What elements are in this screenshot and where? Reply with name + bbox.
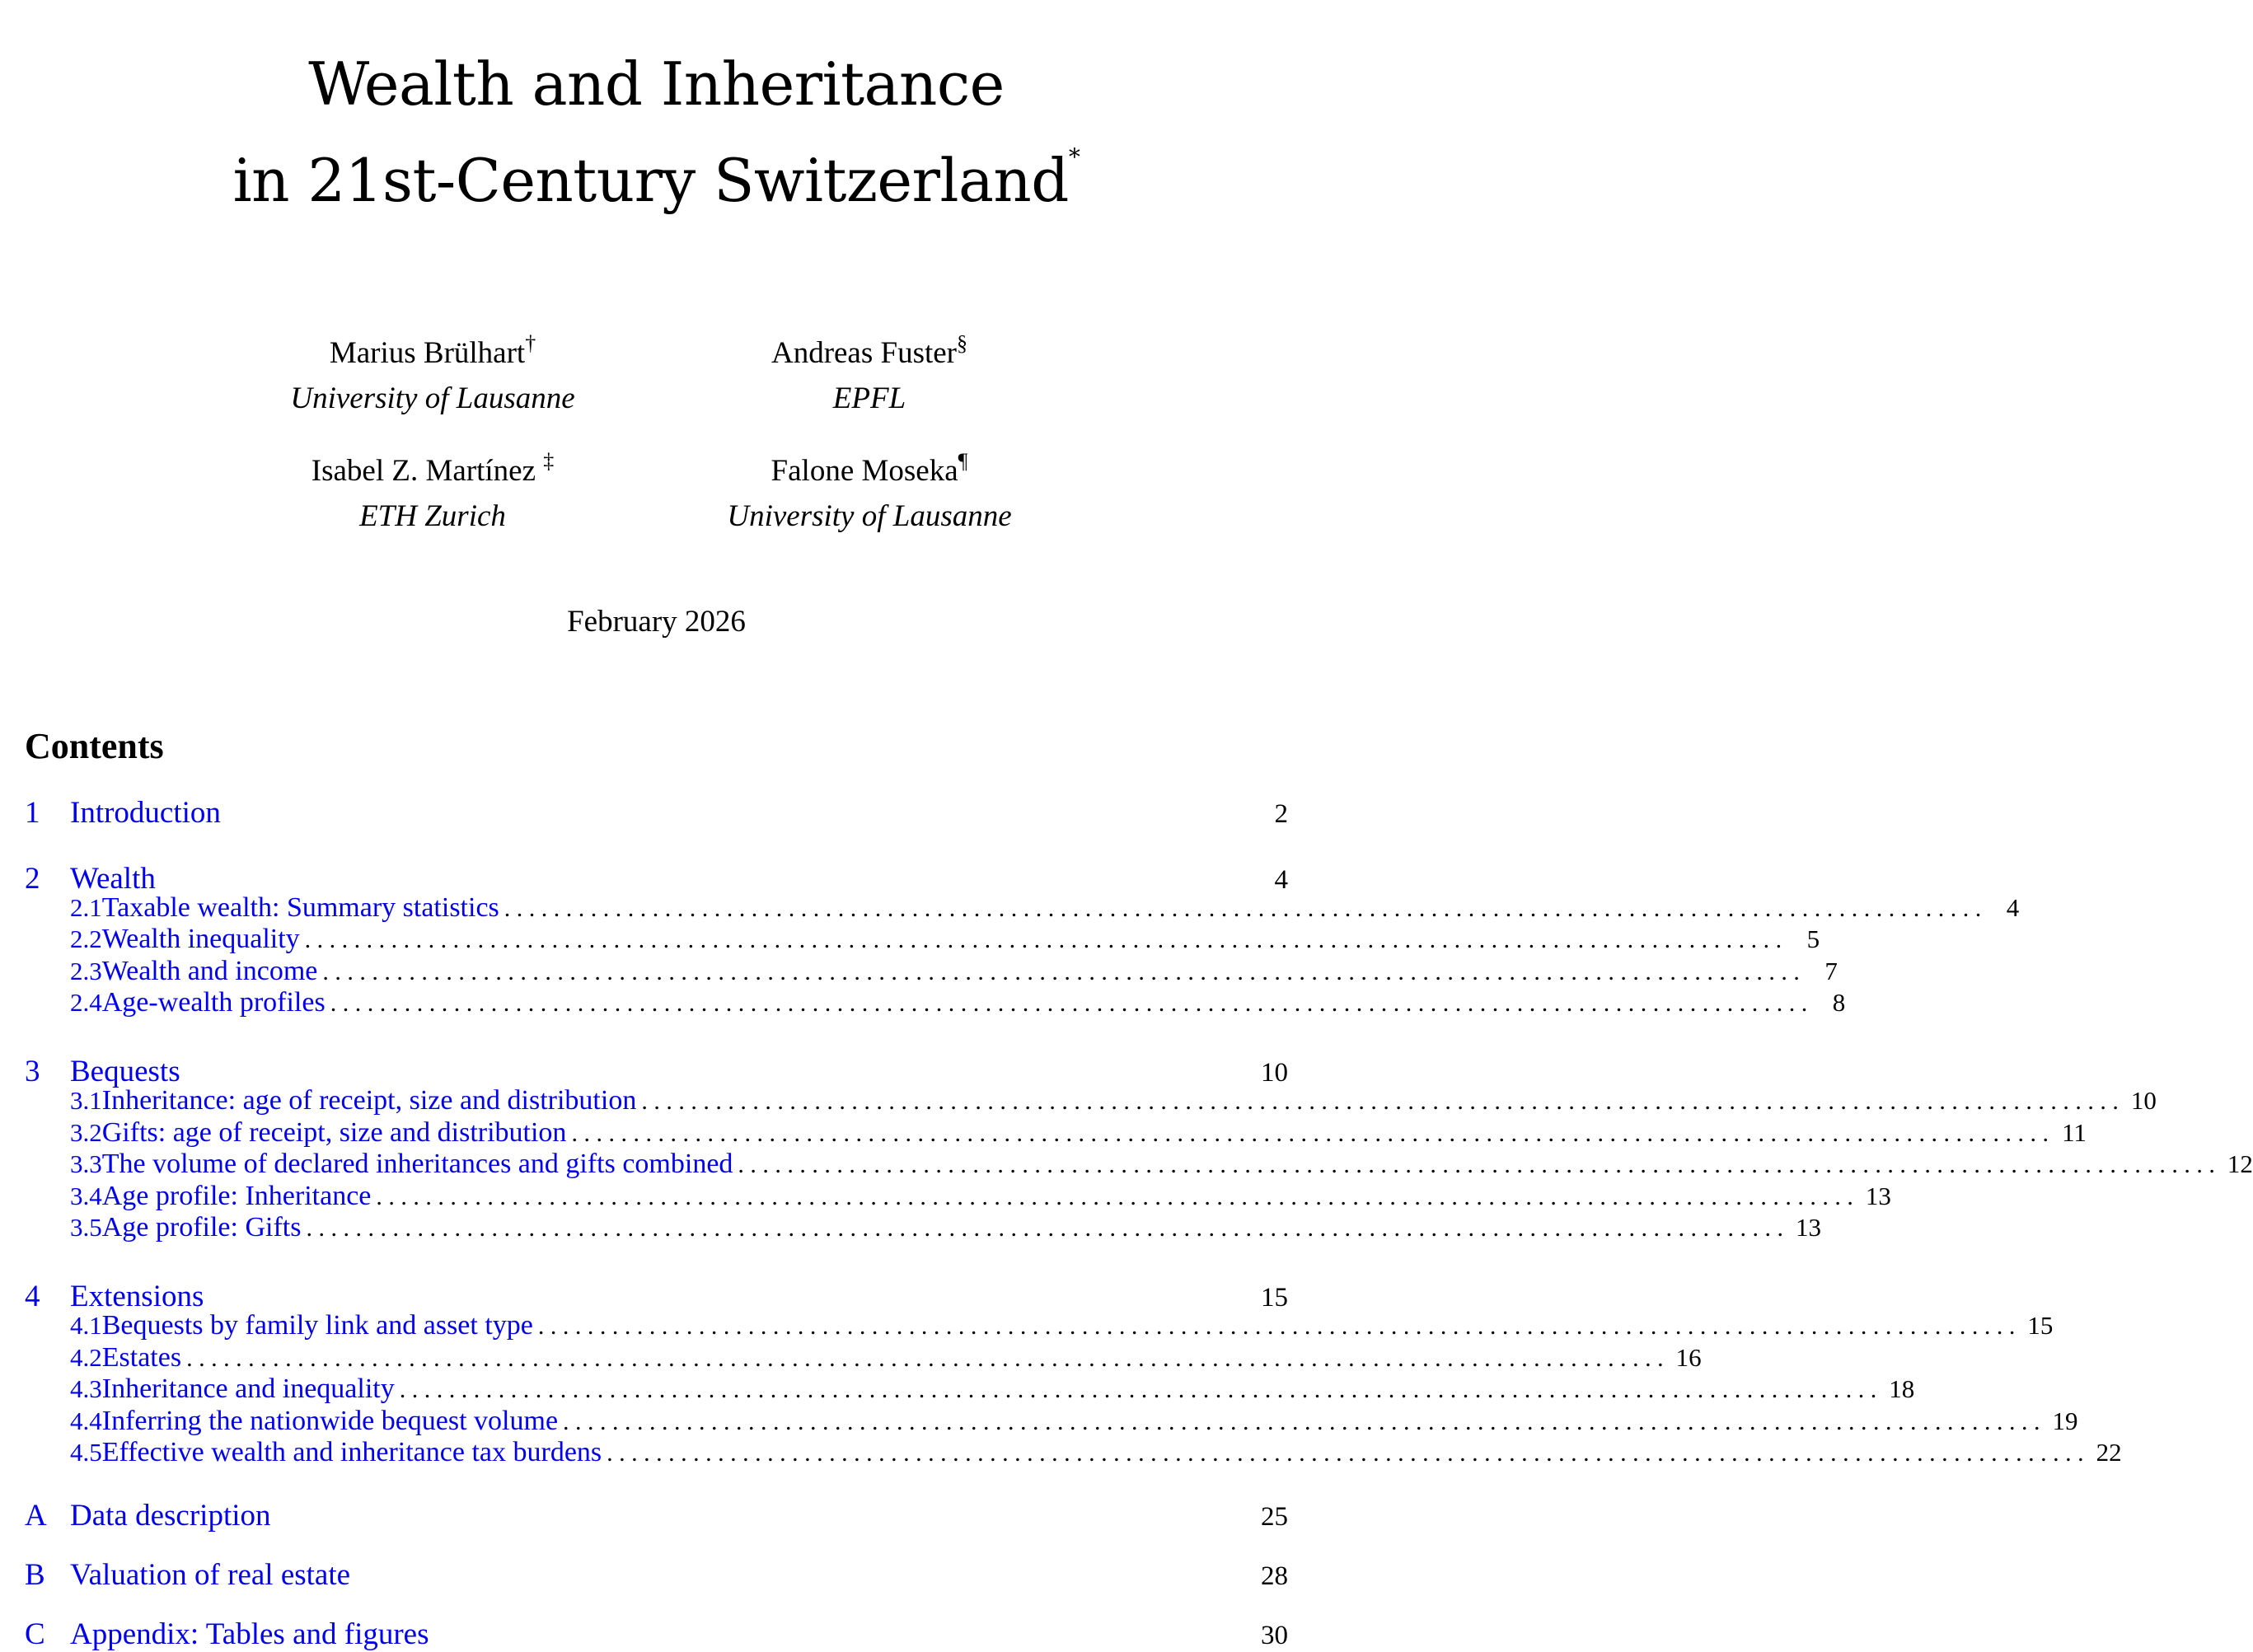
paper-title-line-1 xyxy=(0,49,1313,119)
toc-entry[interactable] xyxy=(25,1212,1821,1245)
toc-entry-link[interactable]: The volume of declared inheritances and gifts combined xyxy=(101,1149,733,1179)
toc-entry-link[interactable]: Inheritance and inequality xyxy=(101,1374,395,1404)
toc-leader-dots: . . . . . . . . . . . . . . . . . . . . . . . . . . . . . . . . . . . . . . . . . . . . . . . . . . . . . . . . . . . . . . . . . . . . . . . . . . . . . . . . . . . . . . . . . . . . . . . . . . . . . . . . . . . . . . . . . . . . . . . . xyxy=(322,958,1800,985)
toc-entry[interactable] xyxy=(25,1557,1288,1590)
author-name xyxy=(247,449,618,488)
toc-entry-link[interactable]: Data description xyxy=(70,1499,271,1533)
toc-page-number: 10 xyxy=(2130,1086,2157,1115)
toc-leader-dots: . . . . . . . . . . . . . . . . . . . . . . . . . . . . . . . . . . . . . . . . . . . . . . . . . . . . . . . . . . . . . . . . . . . . . . . . . . . . . . . . . . . . . . . . . . . . . . . . . . . . . . . . . . . . . . . . . . . . . . . . xyxy=(330,990,1808,1017)
toc-entry[interactable] xyxy=(25,1279,1288,1312)
toc-entry-link[interactable]: Introduction xyxy=(70,796,221,830)
title-text: in 21st-Century Switzerland xyxy=(232,146,1069,215)
toc-page-number: 18 xyxy=(1889,1374,1915,1403)
toc-entry-number[interactable]: 4.4 xyxy=(70,1406,102,1435)
toc-entry-number[interactable]: 2.2 xyxy=(70,924,102,953)
toc-entry-number[interactable]: 3.1 xyxy=(70,1086,102,1115)
toc-entry-link[interactable]: Effective wealth and inheritance tax burdens xyxy=(101,1437,602,1467)
toc-entry[interactable] xyxy=(25,1085,2157,1118)
toc-entry-link[interactable]: Age profile: Inheritance xyxy=(101,1181,372,1211)
toc-entry-link[interactable]: Taxable wealth: Summary statistics xyxy=(101,892,499,923)
toc-entry-number[interactable]: 4.5 xyxy=(70,1438,102,1467)
author-affiliation: University of Lausanne xyxy=(727,499,1012,533)
author-name xyxy=(247,331,618,370)
toc-leader-dots: . . . . . . . . . . . . . . . . . . . . . . . . . . . . . . . . . . . . . . . . . . . . . . . . . . . . . . . . . . . . . . . . . . . . . . . . . . . . . . . . . . . . . . . . . . . . . . . . . . . . . . . . . . . . . . . . . . . . . . . . xyxy=(537,1313,2016,1340)
toc-entry-number[interactable]: 2 xyxy=(25,862,40,896)
toc-entry-number[interactable]: 3.5 xyxy=(70,1213,102,1242)
toc-entry-link[interactable]: Wealth xyxy=(70,862,156,896)
toc-page-number: 7 xyxy=(1824,957,1838,985)
toc-leader-dots: . . . . . . . . . . . . . . . . . . . . . . . . . . . . . . . . . . . . . . . . . . . . . . . . . . . . . . . . . . . . . . . . . . . . . . . . . . . . . . . . . . . . . . . . . . . . . . . . . . . . . . . . . . . . . . . . . . . . . . . . xyxy=(186,1345,1664,1372)
toc-entry-number[interactable]: 3.4 xyxy=(70,1182,102,1210)
toc-leader-dots: . . . . . . . . . . . . . . . . . . . . . . . . . . . . . . . . . . . . . . . . . . . . . . . . . . . . . . . . . . . . . . . . . . . . . . . . . . . . . . . . . . . . . . . . . . . . . . . . . . . . . . . . . . . . . . . . . . . . . . . . xyxy=(504,895,1982,922)
toc-entry[interactable] xyxy=(25,1406,2078,1439)
toc-page-number: 13 xyxy=(1865,1182,1891,1210)
toc-page-number: 4 xyxy=(2006,893,2020,922)
toc-entry-number[interactable]: 3.2 xyxy=(70,1118,102,1147)
toc-entry-number[interactable]: C xyxy=(25,1617,45,1651)
publication-date: February 2026 xyxy=(567,605,746,639)
toc-page-number: 15 xyxy=(2027,1311,2054,1340)
toc-entry-number[interactable]: 4.1 xyxy=(70,1311,102,1340)
toc-entry-link[interactable]: Inheritance: age of receipt, size and distribution xyxy=(101,1085,637,1116)
author-footnote-mark[interactable]: † xyxy=(525,331,536,355)
toc-entry-link[interactable]: Bequests xyxy=(70,1055,180,1088)
toc-leader-dots: . . . . . . . . . . . . . . . . . . . . . . . . . . . . . . . . . . . . . . . . . . . . . . . . . . . . . . . . . . . . . . . . . . . . . . . . . . . . . . . . . . . . . . . . . . . . . . . . . . . . . . . . . . . . . . . . . . . . . . . . xyxy=(641,1088,2119,1115)
toc-entry-link[interactable]: Wealth and income xyxy=(101,956,318,986)
toc-page-number: 4 xyxy=(1274,865,1288,895)
author-block xyxy=(247,449,618,533)
toc-entry-link[interactable]: Inferring the nationwide bequest volume xyxy=(101,1406,559,1436)
toc-entry[interactable] xyxy=(25,1181,1891,1214)
toc-entry-number[interactable]: 4 xyxy=(25,1280,40,1313)
toc-entry[interactable] xyxy=(25,892,2020,925)
toc-leader-dots: . . . . . . . . . . . . . . . . . . . . . . . . . . . . . . . . . . . . . . . . . . . . . . . . . . . . . . . . . . . . . . . . . . . . . . . . . . . . . . . . . . . . . . . . . . . . . . . . . . . . . . . . . . . . . . . . . . . . . . . . xyxy=(376,1183,1853,1210)
toc-entry[interactable] xyxy=(25,861,1288,894)
toc-leader-dots: . . . . . . . . . . . . . . . . . . . . . . . . . . . . . . . . . . . . . . . . . . . . . . . . . . . . . . . . . . . . . . . . . . . . . . . . . . . . . . . . . . . . . . . . . . . . . . . . . . . . . . . . . . . . . . . . . . . . . . . . xyxy=(306,1214,1783,1242)
toc-entry-link[interactable]: Extensions xyxy=(70,1280,204,1313)
toc-page-number: 16 xyxy=(1675,1343,1702,1372)
author-name-text: Marius Brülhart xyxy=(329,336,526,370)
toc-page-number: 28 xyxy=(1261,1561,1288,1591)
author-name xyxy=(684,331,1055,370)
author-name xyxy=(684,449,1055,488)
author-name-text: Andreas Fuster xyxy=(771,336,958,370)
author-footnote-mark[interactable]: § xyxy=(957,331,968,355)
toc-entry[interactable] xyxy=(25,1054,1288,1087)
toc-entry[interactable] xyxy=(25,1437,2122,1470)
toc-page-number: 12 xyxy=(2227,1149,2253,1178)
toc-entry-number[interactable]: 4.2 xyxy=(70,1343,102,1372)
toc-entry-link[interactable]: Wealth inequality xyxy=(101,924,300,954)
toc-entry[interactable] xyxy=(25,987,1846,1020)
toc-entry-number[interactable]: A xyxy=(25,1499,47,1533)
toc-page-number: 2 xyxy=(1274,799,1288,829)
toc-page-number: 19 xyxy=(2052,1406,2078,1435)
toc-entry-link[interactable]: Estates xyxy=(101,1342,182,1373)
toc-page-number: 11 xyxy=(2062,1118,2087,1147)
toc-entry-number[interactable]: 3 xyxy=(25,1055,40,1088)
toc-entry[interactable] xyxy=(25,956,1838,989)
paper-title-line-2 xyxy=(0,143,1313,215)
toc-page-number: 15 xyxy=(1261,1283,1288,1313)
toc-entry[interactable] xyxy=(25,1617,1288,1650)
title-text: Wealth and Inheritance xyxy=(308,49,1005,119)
toc-entry[interactable] xyxy=(25,1149,2253,1182)
toc-leader-dots: . . . . . . . . . . . . . . . . . . . . . . . . . . . . . . . . . . . . . . . . . . . . . . . . . . . . . . . . . . . . . . . . . . . . . . . . . . . . . . . . . . . . . . . . . . . . . . . . . . . . . . . . . . . . . . . . . . . . . . . . xyxy=(304,926,1782,953)
author-affiliation: ETH Zurich xyxy=(359,499,506,533)
toc-leader-dots: . . . . . . . . . . . . . . . . . . . . . . . . . . . . . . . . . . . . . . . . . . . . . . . . . . . . . . . . . . . . . . . . . . . . . . . . . . . . . . . . . . . . . . . . . . . . . . . . . . . . . . . . . . . . . . . . . . . . . . . . xyxy=(571,1120,2049,1147)
toc-leader-dots: . . . . . . . . . . . . . . . . . . . . . . . . . . . . . . . . . . . . . . . . . . . . . . . . . . . . . . . . . . . . . . . . . . . . . . . . . . . . . . . . . . . . . . . . . . . . . . . . . . . . . . . . . . . . . . . . . . . . . . . . xyxy=(399,1376,1877,1403)
toc-entry-number[interactable]: 2.1 xyxy=(70,893,102,922)
author-name-text: Falone Moseka xyxy=(771,454,958,488)
toc-page-number: 5 xyxy=(1806,924,1820,953)
toc-entry-link[interactable]: Gifts: age of receipt, size and distribution xyxy=(101,1117,567,1148)
toc-entry[interactable] xyxy=(25,1498,1288,1531)
toc-entry-number[interactable]: 2.4 xyxy=(70,988,102,1017)
toc-heading: Contents xyxy=(25,726,164,766)
toc-entry[interactable] xyxy=(25,1374,1915,1406)
toc-entry-link[interactable]: Bequests by family link and asset type xyxy=(101,1310,533,1341)
toc-entry-link[interactable]: Age profile: Gifts xyxy=(101,1212,302,1243)
toc-entry-number[interactable]: 1 xyxy=(25,796,40,830)
toc-page-number: 13 xyxy=(1795,1213,1821,1242)
author-block xyxy=(247,331,618,415)
toc-leader-dots: . . . . . . . . . . . . . . . . . . . . . . . . . . . . . . . . . . . . . . . . . . . . . . . . . . . . . . . . . . . . . . . . . . . . . . . . . . . . . . . . . . . . . . . . . . . . . . . . . . . . . . . . . . . . . . . . . . . . . . . . xyxy=(563,1408,2040,1435)
toc-page-number: 25 xyxy=(1261,1502,1288,1532)
toc-entry[interactable] xyxy=(25,1117,2087,1150)
toc-page-number: 10 xyxy=(1261,1058,1288,1088)
author-name-text: Isabel Z. Martínez xyxy=(311,454,544,488)
author-footnote-mark[interactable]: ‡ xyxy=(543,449,555,473)
toc-entry[interactable] xyxy=(25,1342,1702,1375)
toc-leader-dots: . . . . . . . . . . . . . . . . . . . . . . . . . . . . . . . . . . . . . . . . . . . . . . . . . . . . . . . . . . . . . . . . . . . . . . . . . . . . . . . . . . . . . . . . . . . . . . . . . . . . . . . . . . . . . . . . . . . . . . . . xyxy=(738,1151,2215,1178)
toc-entry[interactable] xyxy=(25,795,1288,828)
toc-entry[interactable] xyxy=(25,1310,2054,1343)
toc-entry-link[interactable]: Appendix: Tables and figures xyxy=(70,1617,429,1651)
toc-page-number: 8 xyxy=(1832,988,1846,1017)
toc-page-number: 22 xyxy=(2096,1438,2122,1467)
toc-entry-number[interactable]: 3.3 xyxy=(70,1149,102,1178)
title-footnote-mark[interactable]: * xyxy=(1068,143,1080,171)
toc-entry[interactable] xyxy=(25,924,1820,957)
toc-page-number: 30 xyxy=(1261,1621,1288,1650)
toc-entry-link[interactable]: Age-wealth profiles xyxy=(101,987,326,1018)
toc-entry-number[interactable]: 2.3 xyxy=(70,957,102,985)
toc-entry-number[interactable]: B xyxy=(25,1558,45,1592)
toc-entry-link[interactable]: Valuation of real estate xyxy=(70,1558,351,1592)
author-affiliation: University of Lausanne xyxy=(290,381,575,415)
author-affiliation: EPFL xyxy=(832,381,906,415)
author-block xyxy=(684,449,1055,533)
toc-leader-dots: . . . . . . . . . . . . . . . . . . . . . . . . . . . . . . . . . . . . . . . . . . . . . . . . . . . . . . . . . . . . . . . . . . . . . . . . . . . . . . . . . . . . . . . . . . . . . . . . . . . . . . . . . . . . . . . . . . . . . . . . xyxy=(607,1439,2084,1467)
toc-entry-number[interactable]: 4.3 xyxy=(70,1374,102,1403)
author-block xyxy=(684,331,1055,415)
author-footnote-mark[interactable]: ¶ xyxy=(958,449,968,473)
